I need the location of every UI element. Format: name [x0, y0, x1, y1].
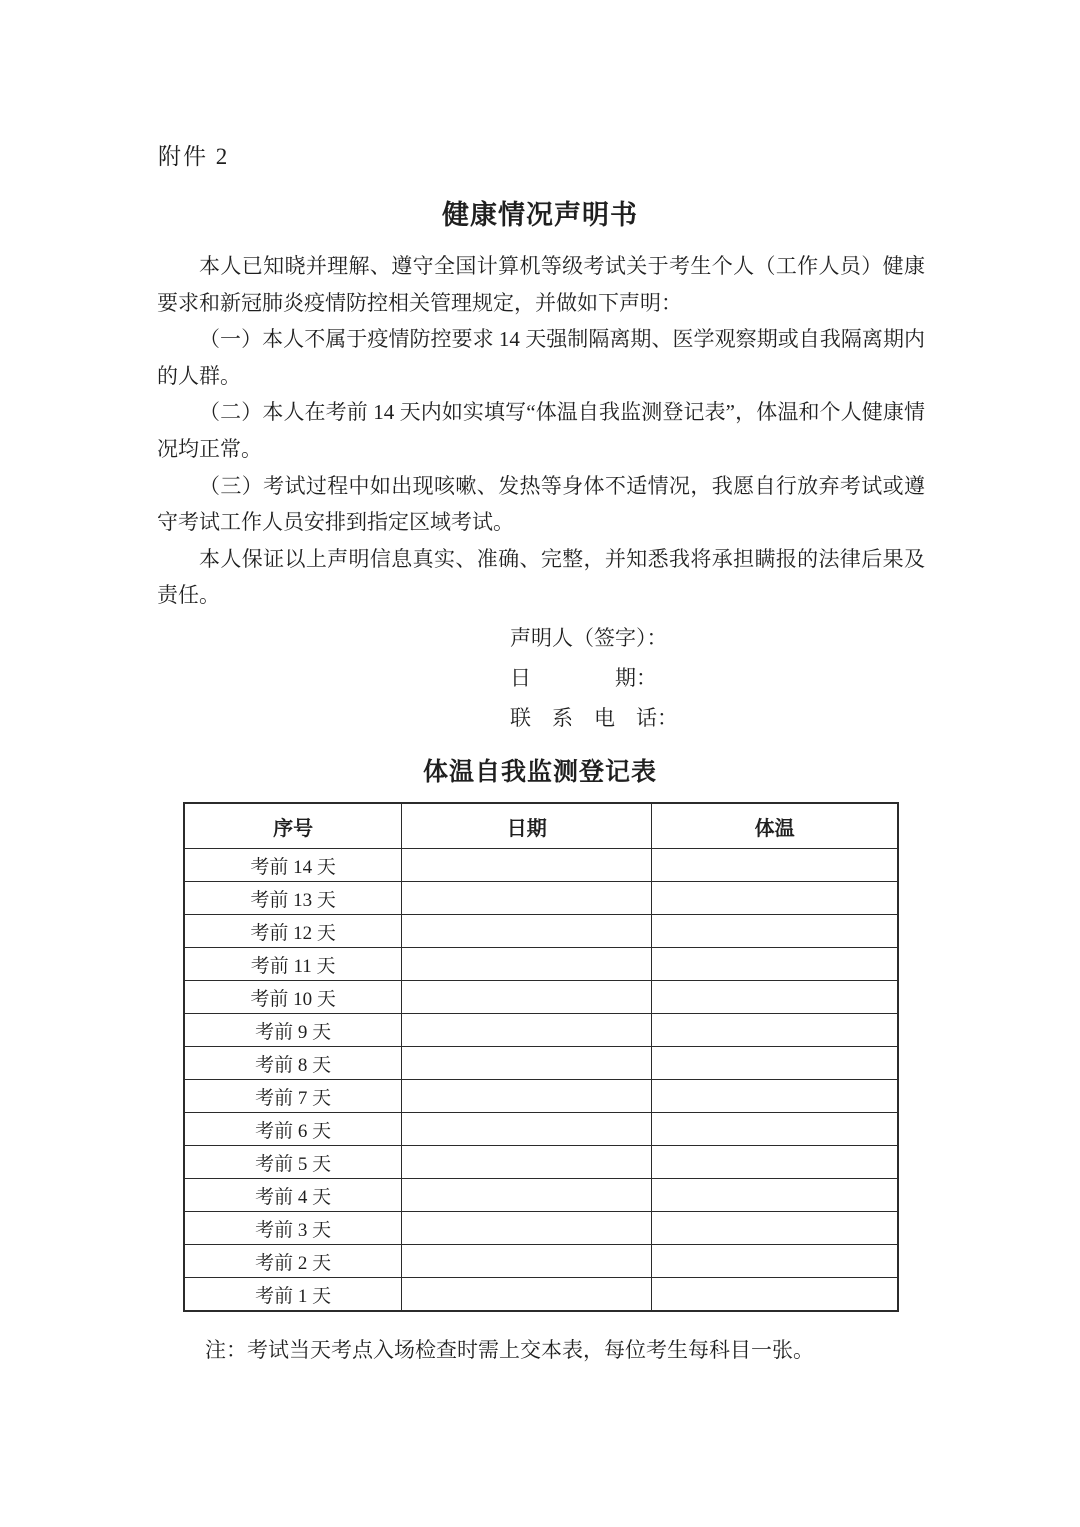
- temperature-cell: [652, 849, 898, 882]
- temperature-cell: [652, 1146, 898, 1179]
- temperature-cell: [652, 1179, 898, 1212]
- date-cell: [402, 882, 652, 915]
- table-row: [184, 1245, 898, 1278]
- table-row: [184, 1212, 898, 1245]
- table-row: [184, 1146, 898, 1179]
- paragraph-item-1: （一）本人不属于疫情防控要求 14 天强制隔离期、医学观察期或自我隔离期内的人群。: [157, 327, 925, 388]
- date-cell: [402, 1278, 652, 1311]
- row-label-cell: 考前 14 天: [184, 849, 402, 882]
- row-label-cell: 考前 12 天: [184, 915, 402, 948]
- temperature-cell: [652, 1047, 898, 1080]
- row-label-cell: 考前 11 天: [184, 948, 402, 981]
- paragraph-item-2: （二）本人在考前 14 天内如实填写“体温自我监测登记表”，体温和个人健康情况均正常。: [157, 400, 925, 461]
- temperature-cell: [652, 1212, 898, 1245]
- row-label-cell: 考前 10 天: [184, 981, 402, 1014]
- temperature-cell: [652, 1014, 898, 1047]
- date-cell: [402, 1047, 652, 1080]
- date-cell: [402, 1146, 652, 1179]
- table-row: [184, 882, 898, 915]
- date-cell: [402, 1113, 652, 1146]
- row-label-cell: 考前 6 天: [184, 1113, 402, 1146]
- signer-signature-line: 声明人（签字）：: [510, 625, 668, 650]
- row-label-cell: 考前 5 天: [184, 1146, 402, 1179]
- table-header-row: [184, 803, 898, 849]
- table-row: [184, 849, 898, 882]
- paragraph-intro: 本人已知晓并理解、遵守全国计算机等级考试关于考生个人（工作人员）健康要求和新冠肺炎疫情防控相关管理规定，并做如下声明：: [157, 254, 925, 315]
- date-cell: [402, 1014, 652, 1047]
- table-row: [184, 1179, 898, 1212]
- table-row: [184, 1047, 898, 1080]
- header-serial: 序号: [184, 803, 402, 849]
- temperature-cell: [652, 1245, 898, 1278]
- row-label-cell: 考前 4 天: [184, 1179, 402, 1212]
- temperature-cell: [652, 1113, 898, 1146]
- temperature-cell: [652, 1278, 898, 1311]
- row-label-cell: 考前 9 天: [184, 1014, 402, 1047]
- date-cell: [402, 849, 652, 882]
- temperature-cell: [652, 882, 898, 915]
- table-row: [184, 1080, 898, 1113]
- temperature-cell: [652, 915, 898, 948]
- date-cell: [402, 1080, 652, 1113]
- row-label-cell: 考前 8 天: [184, 1047, 402, 1080]
- date-cell: [402, 981, 652, 1014]
- table-row: [184, 915, 898, 948]
- row-label-cell: 考前 3 天: [184, 1212, 402, 1245]
- table-row: [184, 981, 898, 1014]
- row-label-cell: 考前 13 天: [184, 882, 402, 915]
- date-cell: [402, 1179, 652, 1212]
- table-row: [184, 1014, 898, 1047]
- contact-phone-line: 联 系 电 话：: [510, 705, 678, 730]
- date-cell: [402, 948, 652, 981]
- paragraph-item-3: （三）考试过程中如出现咳嗽、发热等身体不适情况，我愿自行放弃考试或遵守考试工作人员安排到指定区域考试。: [157, 473, 925, 535]
- table-row: [184, 948, 898, 981]
- date-cell: [402, 915, 652, 948]
- footnote: 注：考试当天考点入场检查时需上交本表，每位考生每科目一张。: [205, 1337, 814, 1362]
- attachment-label: 附件 2: [158, 144, 230, 169]
- date-line: 日 期：: [510, 665, 657, 690]
- header-temperature: 体温: [652, 803, 898, 849]
- row-label-cell: 考前 1 天: [184, 1278, 402, 1311]
- temperature-cell: [652, 1080, 898, 1113]
- date-cell: [402, 1212, 652, 1245]
- header-date: 日期: [402, 803, 652, 849]
- row-label-cell: 考前 7 天: [184, 1080, 402, 1113]
- document-title: 健康情况声明书: [442, 200, 638, 230]
- temperature-cell: [652, 981, 898, 1014]
- temperature-table-body: [184, 849, 898, 1311]
- table-row: [184, 1278, 898, 1311]
- temperature-cell: [652, 948, 898, 981]
- table-row: [184, 1113, 898, 1146]
- paragraph-guarantee: 本人保证以上声明信息真实、准确、完整，并知悉我将承担瞒报的法律后果及责任。: [157, 546, 925, 608]
- date-cell: [402, 1245, 652, 1278]
- temperature-monitor-table: [183, 802, 899, 1312]
- declaration-body: [157, 248, 925, 614]
- temperature-table-title: 体温自我监测登记表: [422, 757, 657, 786]
- signature-block: [510, 618, 1080, 738]
- row-label-cell: 考前 2 天: [184, 1245, 402, 1278]
